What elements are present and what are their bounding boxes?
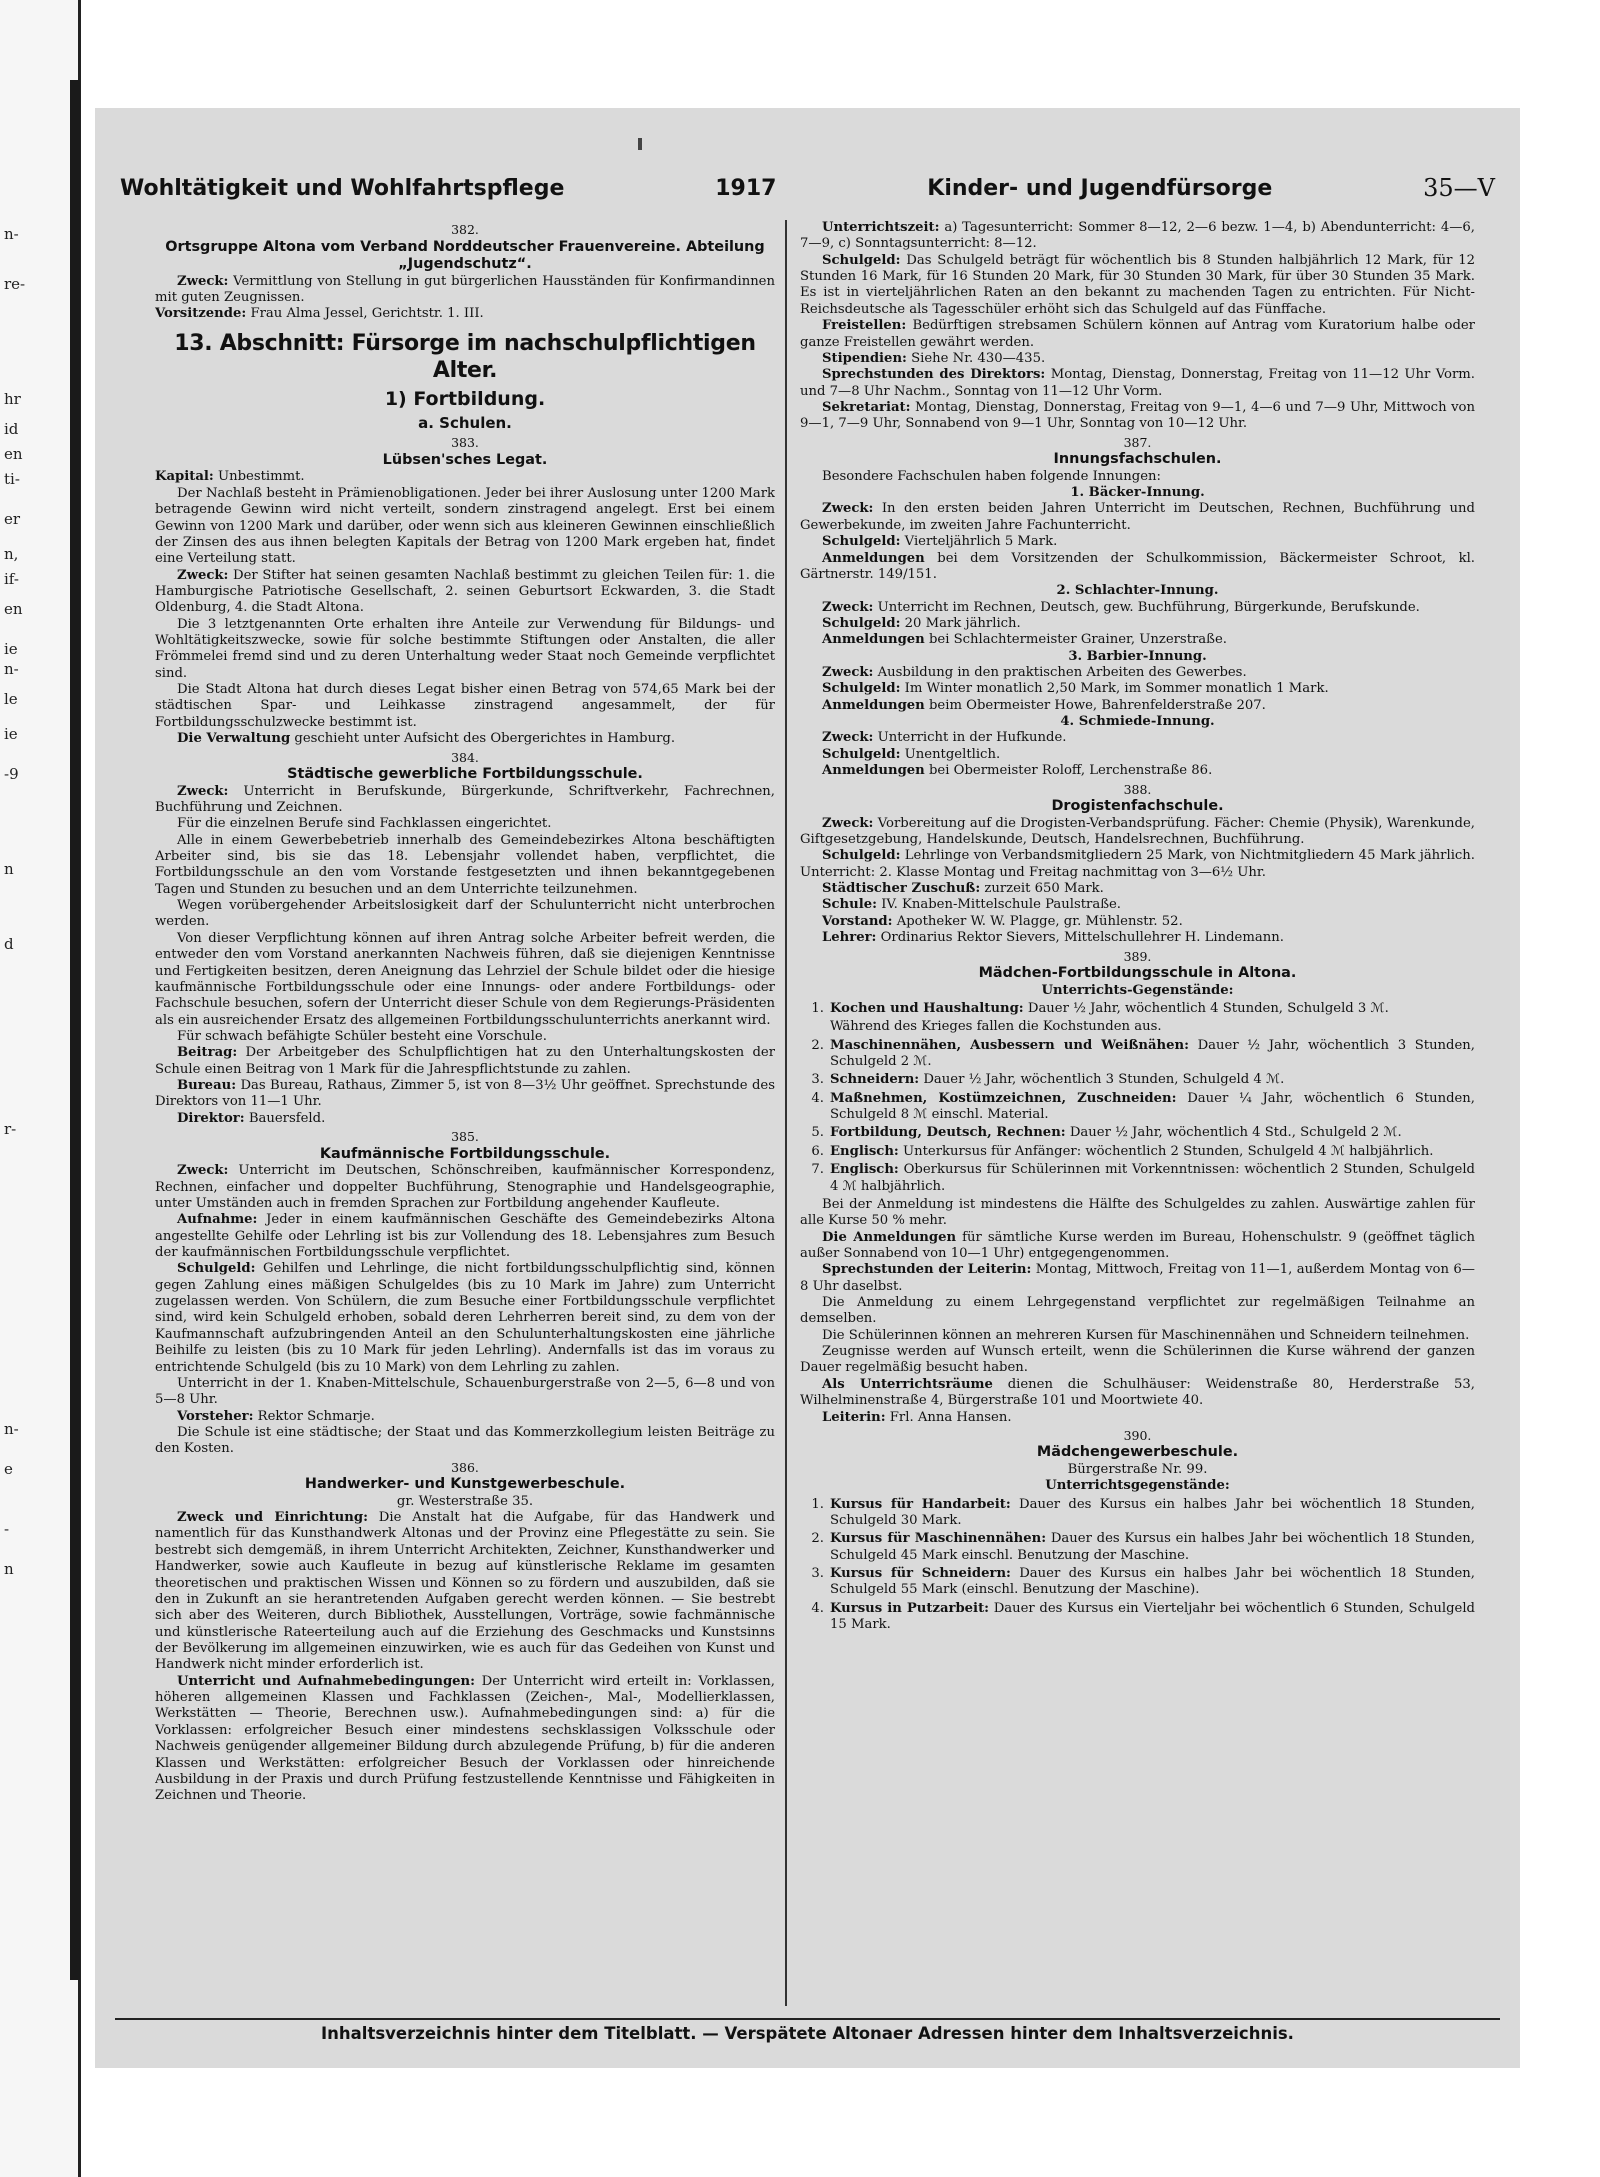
label: Aufnahme: [177, 1212, 258, 1228]
item-number: 1. [811, 1000, 824, 1016]
label: Freistellen: [822, 318, 907, 334]
text: Unbestimmt. [217, 469, 305, 485]
edge-fragment: if- [4, 570, 19, 588]
list-item [800, 1497, 1475, 1530]
item-number: 6. [811, 1143, 824, 1159]
text: Frl. Anna Hansen. [889, 1409, 1012, 1425]
item-label: Schneidern: [830, 1072, 920, 1088]
label: Unterricht und Aufnahmebedingungen: [177, 1673, 476, 1689]
header-left: Wohltätigkeit und Wohlfahrtspflege [120, 175, 565, 201]
list-item [800, 1019, 1475, 1035]
text: Unterricht im Rechnen, Deutsch, gew. Buchführung, Bürgerkunde, Berufskunde. [877, 599, 1420, 615]
label: Schulgeld: [822, 534, 901, 550]
text: Jeder in einem kaufmännischen Geschäfte des Gemeindebezirks Altona angestellte Gehilfe oder Lehrling ist bis zur Vollendung des 18. Lebensjahres zum Besuch der kaufmännischen Fortbildungsschule verpflichtet. [155, 1212, 775, 1261]
entry-number: 388. [1123, 781, 1152, 797]
text: Unterricht im Deutschen, Schönschreiben, kaufmännischer Korrespondenz, Rechnen, einfacher und doppelter Buchführung, Stenographie und Handelsgeographie, unter Umständen auch in fremden Sprachen zur Fortbildung angehender Kaufleute. [155, 1163, 775, 1211]
entry-385 [155, 1129, 775, 1458]
text: In den ersten beiden Jahren Unterricht im Deutschen, Rechnen, Buchführung und Gewerbekunde, im zweiten Jahre Fachunterricht. [800, 501, 1475, 533]
directory-page [95, 108, 1520, 2068]
entry-number: 389. [1123, 948, 1152, 964]
header-year: 1917 [715, 175, 777, 201]
entry-title: Innungsfachschulen. [1053, 451, 1222, 468]
print-mark [638, 138, 642, 150]
item-body [830, 1601, 1475, 1634]
entry-number: 390. [1123, 1427, 1152, 1443]
item-number [800, 1019, 830, 1035]
entry-390 [800, 1428, 1475, 1634]
subjects-list [800, 1497, 1475, 1634]
item-body [830, 1091, 1475, 1124]
item-body [830, 1125, 1475, 1141]
paragraph: Zeugnisse werden auf Wunsch erteilt, wenn die Schülerinnen die Kurse während der ganzen Dauer regelmäßig besucht haben. [800, 1344, 1475, 1376]
text: Gehilfen und Lehrlinge, die nicht fortbildungsschulpflichtig sind, können gegen Zahlung eines mäßigen Schulgeldes (bis zu 10 Mark im Jahre) zum Unterricht zugelassen werden. Von Schülern, die zum Besuche einer Fortbildungsschule verpflichtet sind, wird kein Schulgeld erhoben, sobald deren Lehrherren bereit sind, zu dem von der Kaufmannschaft aufzubringenden Anteil an den Schulunterhaltungskosten eine jährliche Beihilfe zu leisten (bis zu 10 Mark für jeden Lehrling). Andernfalls ist das im voraus zu entrichtende Schulgeld (bis zu 10 Mark) von dem Lehrling zu zahlen. [155, 1261, 775, 1375]
label: Zweck: [822, 599, 874, 615]
edge-fragment: le [4, 690, 18, 708]
text: Vierteljährlich 5 Mark. [904, 534, 1058, 550]
header-right: Kinder- und Jugendfürsorge [927, 175, 1273, 201]
edge-fragment: n- [4, 1420, 19, 1438]
text: IV. Knaben-Mittelschule Paulstraße. [881, 897, 1122, 913]
item-label: Englisch: [830, 1143, 899, 1159]
entry-number: 385. [451, 1129, 479, 1145]
item-label: Fortbildung, Deutsch, Rechnen: [830, 1125, 1066, 1141]
entry-388 [800, 782, 1475, 947]
edge-fragment: n, [4, 545, 19, 563]
item-text: Dauer ½ Jahr, wöchentlich 4 Std., Schulgeld 2 ℳ. [1069, 1125, 1402, 1141]
edge-fragment: n [4, 860, 14, 878]
running-header [120, 168, 1495, 208]
label: Anmeldungen [822, 763, 925, 779]
item-number: 1. [811, 1496, 824, 1512]
text: Unentgeltlich. [904, 746, 1001, 762]
text: Die Anstalt hat die Aufgabe, für das Handwerk und namentlich für das Kunsthandwerk Altonas und der Provinz eine Pflegestätte zu sein. Sie bestrebt sich demgemäß, in ihrem Unterricht Architekten, Zeichner, Kunsthandwerker und Handwerker, sowie auch Kaufleute in bezug auf künstlerische Reklame im gesamten theoretischen und praktischen Wissen und Können so zu fördern und auszubilden, daß sie den in Zukunft an sie herantretenden Aufgaben gerecht werden können. — Sie bestrebt sich aber des Weiteren, durch Bibliothek, Ausstellungen, Vorträge, sowie fachmännische und künstlerische Rateerteilung auch auf die Erziehung des Geschmacks und Kunstsinns der Bevölkerung im allgemeinen einzuwirken, wie es auch für das Gedeihen von Kunst und Handwerk nicht minder erforderlich ist. [155, 1510, 775, 1673]
item-label: Kursus für Schneidern: [830, 1566, 1011, 1582]
label: Schulgeld: [822, 615, 901, 631]
item-label: Maßnehmen, Kostümzeichnen, Zuschneiden: [830, 1090, 1177, 1106]
entry-number: 382. [451, 222, 479, 237]
item-number: 2. [811, 1037, 824, 1053]
label: Unterrichtszeit: [822, 220, 940, 235]
item-body [830, 1531, 1475, 1564]
label: Stipendien: [822, 350, 907, 366]
list-item [800, 1001, 1475, 1017]
paragraph: Alle in einem Gewerbebetrieb innerhalb des Gemeindebezirkes Altona beschäftigten Arbeiter sind, bis sie das 18. Lebensjahr vollendet haben, verpflichtet, die Fortbildungsschule an den vom Vorstande festgesetzten und ihnen bekanntgegebenen Tagen und Stunden zu besuchen und an dem Unterrichte teilzunehmen. [155, 832, 775, 897]
section-heading: 13. Abschnitt: Fürsorge im nachschulpflichtigen Alter. [174, 330, 756, 383]
column-rule [785, 220, 787, 2006]
label: Sprechstunden des Direktors: [822, 367, 1046, 383]
facing-page-edge [0, 0, 81, 2177]
text: bei Schlachtermeister Grainer, Unzerstraße. [928, 632, 1227, 648]
text: Das Schulgeld beträgt für wöchentlich bis 8 Stunden halbjährlich 12 Mark, für 12 Stunden 16 Mark, für 16 Stunden 20 Mark, für 30 Stunden 30 Mark, für über 30 Stunden 35 Mark. Es ist in vierteljährlichen Raten an den bekannt zu machenden Tagen zu entrichten. Für Nicht-Reichsdeutsche als Tagesschüler erhöht sich das Schulgeld auf das Fünffache. [800, 252, 1475, 317]
text: Ordinarius Rektor Sievers, Mittelschullehrer H. Lindemann. [880, 930, 1284, 946]
text: Bauersfeld. [248, 1110, 326, 1126]
list-item [800, 1038, 1475, 1071]
label: Vorsteher: [177, 1408, 254, 1424]
paragraph: Besondere Fachschulen haben folgende Innungen: [822, 468, 1161, 484]
item-number: 5. [811, 1125, 824, 1141]
edge-fragment: n- [4, 660, 19, 678]
text: bei dem Vorsitzenden der Schulkommission, Bäckermeister Schroot, kl. Gärtnerstr. 149/151. [800, 550, 1475, 582]
label: Vorstand: [822, 913, 893, 929]
label: Zweck: [822, 730, 874, 746]
item-body [830, 1144, 1475, 1160]
list-item [800, 1072, 1475, 1088]
text: Vorbereitung auf die Drogisten-Verbandsprüfung. Fächer: Chemie (Physik), Warenkunde, Giftgesetzgebung, Handelskunde, Deutsch, Handelsrechnen, Buchführung. [800, 815, 1475, 847]
entry-title: Handwerker- und Kunstgewerbeschule. [304, 1476, 626, 1493]
item-text: Dauer des Kursus ein halbes Jahr bei wöchentlich 18 Stunden, Schulgeld 45 Mark einschl. Benutzung der Maschine. [830, 1531, 1475, 1563]
text: 20 Mark jährlich. [904, 615, 1021, 631]
label: Direktor: [177, 1110, 245, 1126]
entry-384 [155, 750, 775, 1128]
edge-fragment: d [4, 935, 14, 953]
paragraph: Die Anmeldung zu einem Lehrgegenstand verpflichtet zur regelmäßigen Teilnahme an demselben. [800, 1295, 1475, 1327]
text: Bedürftigen strebsamen Schülern können auf Antrag vom Kuratorium halbe oder ganze Freistellen gewährt werden. [800, 318, 1475, 350]
label: Zweck: [822, 815, 874, 831]
entry-382 [155, 222, 775, 323]
list-item [800, 1601, 1475, 1634]
label: Zweck und Einrichtung: [177, 1510, 368, 1526]
text: Apotheker W. W. Plagge, gr. Mühlenstr. 52. [896, 913, 1183, 929]
edge-fragment: id [4, 420, 19, 438]
item-label: Maschinennähen, Ausbessern und Weißnähen: [830, 1037, 1189, 1053]
text: für sämtliche Kurse werden im Bureau, Hohenschulstr. 9 (geöffnet täglich außer Sonnabend von 10—1 Uhr) entgegengenommen. [800, 1229, 1475, 1261]
text: Der Unterricht wird erteilt in: Vorklassen, höheren allgemeinen Klassen und Fachklassen (Zeichen-, Mal-, Modellierklassen, Werkstätten — Theorie, Berechnen usw.). Aufnahmebedingungen sind: a) für die Vorklassen: erfolgreicher Besuch einer mindestens sechsklassigen Volksschule oder Nachweis genügender allgemeiner Bildung durch abzulegende Prüfung, b) für die anderen Klassen und Werkstätten: erfolgreicher Besuch der Vorklassen oder hinreichende Ausbildung in der Praxis und durch Prüfung festzustellende Kenntnisse und Fähigkeiten in Zeichnen und Theorie. [155, 1673, 775, 1804]
edge-fragment: n- [4, 225, 19, 243]
item-text: Dauer ½ Jahr, wöchentlich 3 Stunden, Schulgeld 4 ℳ. [923, 1072, 1285, 1088]
label: Zweck: [822, 665, 874, 681]
item-body [830, 1497, 1475, 1530]
edge-fragment: -9 [4, 765, 19, 783]
label: Lehrer: [822, 930, 877, 946]
label: Die Verwaltung [177, 731, 291, 747]
edge-fragment: hr [4, 390, 21, 408]
text: beim Obermeister Howe, Bahrenfelderstraße 207. [928, 697, 1266, 713]
paragraph: Die 3 letztgenannten Orte erhalten ihre Anteile zur Verwendung für Bildungs- und Wohltätigkeitszwecke, sowie für solche bestimmte Stiftungen oder Anstalten, die aller Frömmelei fremd sind und zu deren Unterhaltung weder Staat noch Gemeinde verpflichtet sind. [155, 616, 775, 681]
page-number: 35—V [1423, 174, 1495, 202]
entry-title: Städtische gewerbliche Fortbildungsschule. [287, 766, 643, 783]
text: Rektor Schmarje. [257, 1408, 375, 1424]
label: Kapital: [155, 469, 214, 485]
label: Zweck: [822, 501, 874, 517]
text: a) Tagesunterricht: Sommer 8—12, 2—6 bezw. 1—4, b) Abendunterricht: 4—6, 7—9, c) Sonntagsunterricht: 8—12. [800, 220, 1475, 252]
edge-fragment: en [4, 600, 23, 618]
edge-fragment: n [4, 1560, 14, 1578]
paragraph: Die Schülerinnen können an mehreren Kursen für Maschinennähen und Schneidern teilnehmen. [822, 1327, 1470, 1343]
entry-title: Mädchengewerbeschule. [1036, 1444, 1239, 1461]
edge-fragment: re- [4, 275, 26, 293]
label: Die Anmeldungen [822, 1229, 957, 1245]
paragraph: Für schwach befähigte Schüler besteht eine Vorschule. [177, 1029, 547, 1044]
item-body [830, 1072, 1475, 1088]
label: Schulgeld: [822, 746, 901, 762]
edge-fragment: - [4, 1520, 10, 1538]
text: Unterricht in der Hufkunde. [877, 730, 1067, 746]
paragraph: Der Nachlaß besteht in Prämienobligationen. Jeder bei ihrer Auslosung unter 1200 Mark betragende Gewinn wird nicht verteilt, sondern zinstragend angelegt. Erst bei einem Gewinn von 1200 Mark und darüber, oder wenn sich aus kleineren Gewinnen einschließlich der Zinsen des aus ihnen belegten Kapitals der Betrag von 1200 Mark ergeben hat, findet eine Verteilung statt. [155, 485, 775, 567]
item-label: Kochen und Haushaltung: [830, 1000, 1024, 1016]
paragraph: Wegen vorübergehender Arbeitslosigkeit darf der Schulunterricht nicht unterbrochen werden. [155, 898, 775, 930]
text: Der Arbeitgeber des Schulpflichtigen hat zu den Unterhaltungskosten der Schule einen Beitrag von 1 Mark für die Jahrespflichtstunde zu zahlen. [155, 1045, 775, 1077]
paragraph: Bei der Anmeldung ist mindestens die Hälfte des Schulgeldes zu zahlen. Auswärtige zahlen für alle Kurse 50 % mehr. [800, 1196, 1475, 1229]
entry-title: Ortsgruppe Altona vom Verband Norddeutscher Frauenvereine. Abteilung „Jugendschutz“. [165, 238, 765, 273]
label: Schule: [822, 897, 877, 913]
address: gr. Westerstraße 35. [396, 1493, 534, 1509]
label: Anmeldungen [822, 697, 925, 713]
entry-title: Lübsen'sches Legat. [382, 451, 548, 468]
entry-386-continued [800, 220, 1475, 433]
list-item [800, 1091, 1475, 1124]
label: Städtischer Zuschuß: [822, 881, 981, 897]
text: dienen die Schulhäuser: Weidenstraße 80, Herderstraße 53, Wilhelminenstraße 4, Bürgerstraße 101 und Moortwiete 40. [800, 1376, 1475, 1409]
text: Unterricht in Berufskunde, Bürgerkunde, Schriftverkehr, Fachrechnen, Buchführung und Zeichnen. [155, 783, 775, 815]
item-body [830, 1038, 1475, 1071]
entry-number: 384. [451, 749, 479, 765]
text: Vermittlung von Stellung in gut bürgerlichen Hausständen für Konfirmandinnen mit guten Zeugnissen. [155, 273, 775, 305]
entry-number: 383. [451, 435, 479, 451]
subjects-heading: Unterrichts-Gegenstände: [1041, 982, 1234, 998]
text: Das Bureau, Rathaus, Zimmer 5, ist von 8—3½ Uhr geöffnet. Sprechstunde des Direktors von 11—1 Uhr. [155, 1078, 775, 1110]
list-item [800, 1144, 1475, 1160]
guild-heading: 1. Bäcker-Innung. [1070, 485, 1205, 501]
guild-heading: 4. Schmiede-Innung. [1060, 714, 1215, 730]
label: Anmeldungen [822, 550, 925, 566]
entry-number: 386. [451, 1459, 479, 1475]
text: Montag, Mittwoch, Freitag von 11—1, außerdem Montag von 6—8 Uhr daselbst. [800, 1262, 1475, 1294]
item-label: Kursus für Handarbeit: [830, 1496, 1011, 1512]
text: Frau Alma Jessel, Gerichtstr. 1. III. [250, 306, 484, 322]
item-text: Unterkursus für Anfänger: wöchentlich 2 Stunden, Schulgeld 4 ℳ halbjährlich. [903, 1143, 1434, 1159]
item-number: 3. [811, 1072, 824, 1088]
item-text: Oberkursus für Schülerinnen mit Vorkenntnissen: wöchentlich 2 Stunden, Schulgeld 4 ℳ halbjährlich. [830, 1162, 1475, 1194]
edge-fragment: ie [4, 725, 18, 743]
item-text: Dauer ½ Jahr, wöchentlich 4 Stunden, Schulgeld 3 ℳ. [1027, 1000, 1389, 1016]
label: Zweck: [177, 783, 229, 799]
text: Ausbildung in den praktischen Arbeiten des Gewerbes. [877, 665, 1247, 681]
item-number: 4. [811, 1090, 824, 1106]
list-item [800, 1125, 1475, 1141]
text: Siehe Nr. 430—435. [911, 350, 1046, 366]
item-body [830, 1019, 1475, 1035]
entry-title: Kaufmännische Fortbildungsschule. [319, 1145, 611, 1162]
label: Anmeldungen [822, 632, 925, 648]
text: bei Obermeister Roloff, Lerchenstraße 86. [928, 763, 1213, 779]
label: Zweck: [177, 273, 229, 289]
list-item [800, 1566, 1475, 1599]
paragraph: Für die einzelnen Berufe sind Fachklassen eingerichtet. [177, 816, 552, 832]
label: Bureau: [177, 1078, 237, 1094]
label: Schulgeld: [822, 252, 901, 268]
text: zurzeit 650 Mark. [984, 881, 1104, 897]
entry-383 [155, 435, 775, 747]
edge-fragment: en [4, 445, 23, 463]
paragraph: Die Schule ist eine städtische; der Staat und das Kommerzkollegium leisten Beiträge zu den Kosten. [155, 1424, 775, 1457]
text: Im Winter monatlich 2,50 Mark, im Sommer monatlich 1 Mark. [904, 681, 1329, 697]
footer-notice: Inhaltsverzeichnis hinter dem Titelblatt. — Verspätete Altonaer Adressen hinter dem Inhaltsverzeichnis. [115, 2018, 1500, 2050]
entry-title: Mädchen-Fortbildungsschule in Altona. [978, 965, 1297, 981]
entry-title: Drogistenfachschule. [1051, 798, 1224, 815]
label: Vorsitzende: [155, 306, 247, 322]
label: Sekretariat: [822, 399, 911, 415]
paragraph: Von dieser Verpflichtung können auf ihren Antrag solche Arbeiter befreit werden, die entweder den vom Vorstand anerkannten Nachweis führen, daß sie diejenigen Kenntnisse und Fertigkeiten besitzen, deren Aneignung das Lehrziel der Schule bildet oder die hiesige kaufmännische Fortbildungsschule oder eine Innungs- oder andere Fortbildungs- oder Fachschule besuchen, sofern der Unterricht dieser Schule von dem Regierungs-Präsidenten als ein ausreichender Ersatz des allgemeinen Fortbildungsschulunterrichts anerkannt wird. [155, 930, 775, 1028]
entry-number: 387. [1123, 434, 1152, 450]
item-text: Dauer ¼ Jahr, wöchentlich 6 Stunden, Schulgeld 8 ℳ einschl. Material. [830, 1090, 1475, 1123]
edge-fragment: e [4, 1460, 13, 1478]
edge-fragment: ti- [4, 470, 20, 488]
subsection-heading-a: a. Schulen. [418, 413, 512, 432]
text: Lehrlinge von Verbandsmitgliedern 25 Mark, von Nichtmitgliedern 45 Mark jährlich. Unterricht: 2. Klasse Montag und Freitag nachmittag von 3—6½ Uhr. [800, 848, 1475, 880]
item-body [830, 1162, 1475, 1195]
label: Zweck: [177, 567, 229, 583]
text: Montag, Dienstag, Donnerstag, Freitag von 11—12 Uhr Vorm. und 7—8 Uhr Nachm., Sonntag von 11—12 Uhr Vorm. [800, 367, 1475, 399]
subsection-heading: 1) Fortbildung. [384, 388, 546, 411]
binding-shadow [70, 80, 80, 1980]
item-text: Dauer ½ Jahr, wöchentlich 3 Stunden, Schulgeld 2 ℳ. [830, 1037, 1475, 1069]
subjects-list [800, 1001, 1475, 1195]
item-text: Während des Krieges fallen die Kochstunden aus. [830, 1019, 1162, 1035]
guild-heading: 2. Schlachter-Innung. [1056, 583, 1219, 599]
guild-heading: 3. Barbier-Innung. [1068, 648, 1207, 664]
label: Schulgeld: [822, 681, 901, 697]
label: Sprechstunden der Leiterin: [822, 1262, 1032, 1278]
item-number: 4. [811, 1600, 824, 1616]
label: Schulgeld: [177, 1261, 256, 1277]
text: Montag, Dienstag, Donnerstag, Freitag von 9—1, 4—6 und 7—9 Uhr, Mittwoch von 9—1, 7—9 Uhr, Sonnabend von 9—1 Uhr, Sonntag von 10—12 Uhr. [800, 399, 1475, 432]
entry-386 [155, 1460, 775, 1805]
item-text: Dauer des Kursus ein halbes Jahr bei wöchentlich 18 Stunden, Schulgeld 30 Mark. [830, 1496, 1475, 1529]
subjects-heading: Unterrichtsgegenstände: [1045, 1478, 1230, 1494]
item-label: Kursus in Putzarbeit: [830, 1600, 990, 1616]
item-body [830, 1001, 1475, 1017]
address: Bürgerstraße Nr. 99. [1067, 1461, 1208, 1477]
entry-389 [800, 949, 1475, 1426]
paragraph: Unterricht in der 1. Knaben-Mittelschule, Schauenburgerstraße von 2—5, 6—8 und von 5—8 Uhr. [155, 1375, 775, 1408]
item-body [830, 1566, 1475, 1599]
edge-fragment: ie [4, 640, 18, 658]
label: Als Unterrichtsräume [822, 1376, 993, 1392]
list-item [800, 1531, 1475, 1564]
left-column [155, 220, 775, 2006]
item-number: 3. [811, 1566, 824, 1582]
item-number: 7. [811, 1162, 824, 1178]
text: Der Stifter hat seinen gesamten Nachlaß bestimmt zu gleichen Teilen für: 1. die Hamburgische Patriotische Gesellschaft, 2. seinen Geburtsort Eckwarden, 3. die Stadt Oldenburg, 4. die Stadt Altona. [155, 567, 775, 616]
item-text: Dauer des Kursus ein halbes Jahr bei wöchentlich 18 Stunden, Schulgeld 55 Mark (einschl. Benutzung der Maschine). [830, 1566, 1475, 1598]
entry-387 [800, 435, 1475, 780]
item-number: 2. [811, 1531, 824, 1547]
edge-fragment: er [4, 510, 21, 528]
right-column [800, 220, 1475, 2006]
label: Schulgeld: [822, 848, 901, 864]
label: Zweck: [177, 1163, 229, 1179]
edge-fragment: r- [4, 1120, 17, 1138]
item-label: Englisch: [830, 1162, 899, 1178]
label: Leiterin: [822, 1409, 886, 1425]
item-text: Dauer des Kursus ein Vierteljahr bei wöchentlich 6 Stunden, Schulgeld 15 Mark. [830, 1600, 1475, 1633]
paragraph: Die Stadt Altona hat durch dieses Legat bisher einen Betrag von 574,65 Mark bei der städtischen Spar- und Leihkasse zinstragend angesammelt, der für Fortbildungsschulzwecke bestimmt ist. [155, 682, 775, 730]
item-label: Kursus für Maschinennähen: [830, 1531, 1047, 1547]
label: Beitrag: [177, 1045, 238, 1061]
list-item [800, 1162, 1475, 1195]
text: geschieht unter Aufsicht des Obergerichtes in Hamburg. [294, 731, 676, 747]
